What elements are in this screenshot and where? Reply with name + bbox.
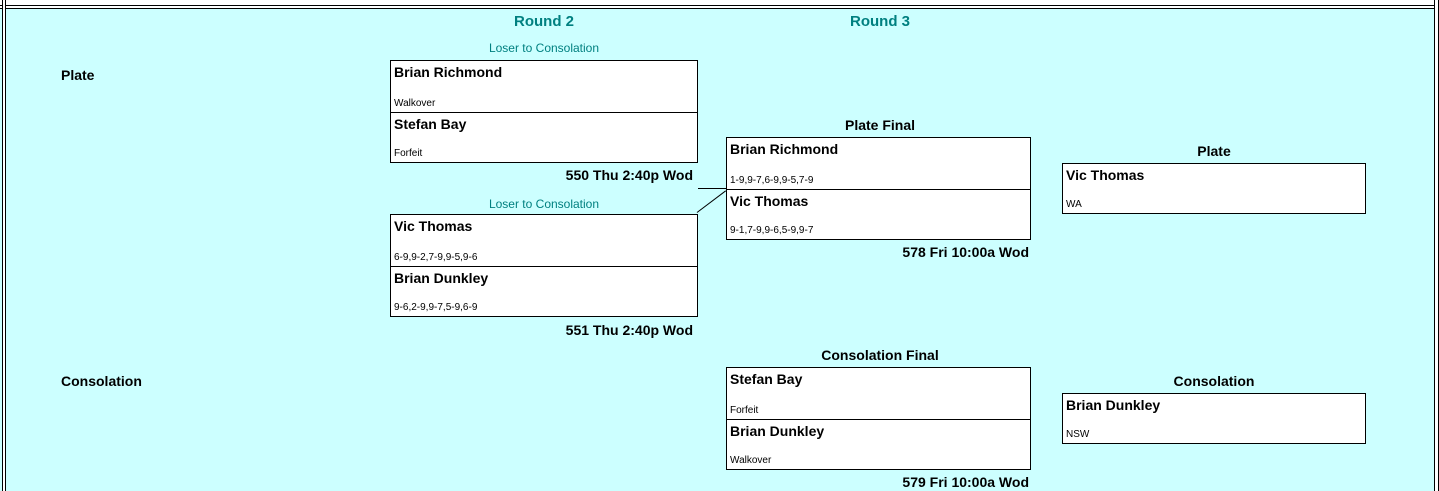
plate-winner-title: Plate: [1197, 143, 1231, 159]
match-551-label: 551 Thu 2:40p Wod: [565, 322, 693, 338]
player-result: Forfeit: [394, 148, 423, 159]
player-result: Forfeit: [730, 404, 759, 416]
consolation-final-title: Consolation Final: [821, 347, 939, 363]
player-result: 9-1,7-9,9-6,5-9,9-7: [730, 225, 814, 236]
player-name: Stefan Bay: [394, 115, 467, 132]
round-2-header: Round 2: [514, 13, 574, 30]
connector-550-horizontal: [698, 188, 726, 189]
match-578-player-1[interactable]: [727, 138, 1030, 189]
player-name: Stefan Bay: [730, 371, 803, 387]
match-579-player-2[interactable]: [727, 419, 1030, 470]
match-550-label: 550 Thu 2:40p Wod: [565, 167, 693, 183]
round-3-header: Round 3: [850, 13, 910, 30]
left-frame-border: [2, 0, 6, 491]
player-name: Vic Thomas: [394, 218, 473, 234]
consolation-winner-state: NSW: [1066, 429, 1090, 440]
consolation-winner-name: Brian Dunkley: [1066, 397, 1161, 413]
loser-to-consolation-note-551: Loser to Consolation: [488, 197, 600, 211]
match-550-player-1[interactable]: [391, 61, 697, 112]
match-551-player-2[interactable]: [391, 266, 697, 317]
match-578-box[interactable]: [726, 137, 1031, 240]
consolation-winner-box[interactable]: [1062, 393, 1366, 444]
match-551-player-1[interactable]: [391, 215, 697, 266]
plate-section-label: Plate: [61, 67, 95, 83]
match-579-player-1[interactable]: [727, 368, 1030, 419]
player-name: Brian Dunkley: [730, 422, 825, 439]
match-578-player-2[interactable]: [727, 189, 1030, 240]
consolation-winner-title: Consolation: [1173, 373, 1255, 389]
player-name: Brian Dunkley: [394, 269, 489, 286]
player-result: 6-9,9-2,7-9,9-5,9-6: [394, 251, 478, 263]
player-name: Brian Richmond: [394, 64, 503, 80]
loser-to-consolation-note-550: Loser to Consolation: [488, 41, 600, 55]
player-result: 9-6,2-9,9-7,5-9,6-9: [394, 302, 478, 313]
match-550-player-2[interactable]: [391, 112, 697, 163]
right-frame-border: [1434, 0, 1439, 491]
match-578-label: 578 Fri 10:00a Wod: [902, 244, 1029, 260]
top-frame-border: [0, 0, 1439, 9]
match-550-box[interactable]: [390, 60, 698, 163]
match-579-label: 579 Fri 10:00a Wod: [902, 474, 1029, 490]
player-result: Walkover: [730, 455, 772, 466]
match-579-box[interactable]: [726, 367, 1031, 470]
player-name: Brian Richmond: [730, 141, 839, 157]
plate-winner-state: WA: [1066, 199, 1082, 210]
player-result: 1-9,9-7,6-9,9-5,7-9: [730, 174, 814, 186]
connector-551-diagonal: [697, 190, 726, 212]
plate-final-title: Plate Final: [844, 117, 916, 133]
match-551-box[interactable]: [390, 214, 698, 317]
player-name: Vic Thomas: [730, 192, 809, 209]
consolation-section-label: Consolation: [61, 373, 142, 389]
plate-winner-name: Vic Thomas: [1066, 167, 1145, 183]
player-result: Walkover: [394, 97, 436, 109]
plate-winner-box[interactable]: [1062, 163, 1366, 214]
